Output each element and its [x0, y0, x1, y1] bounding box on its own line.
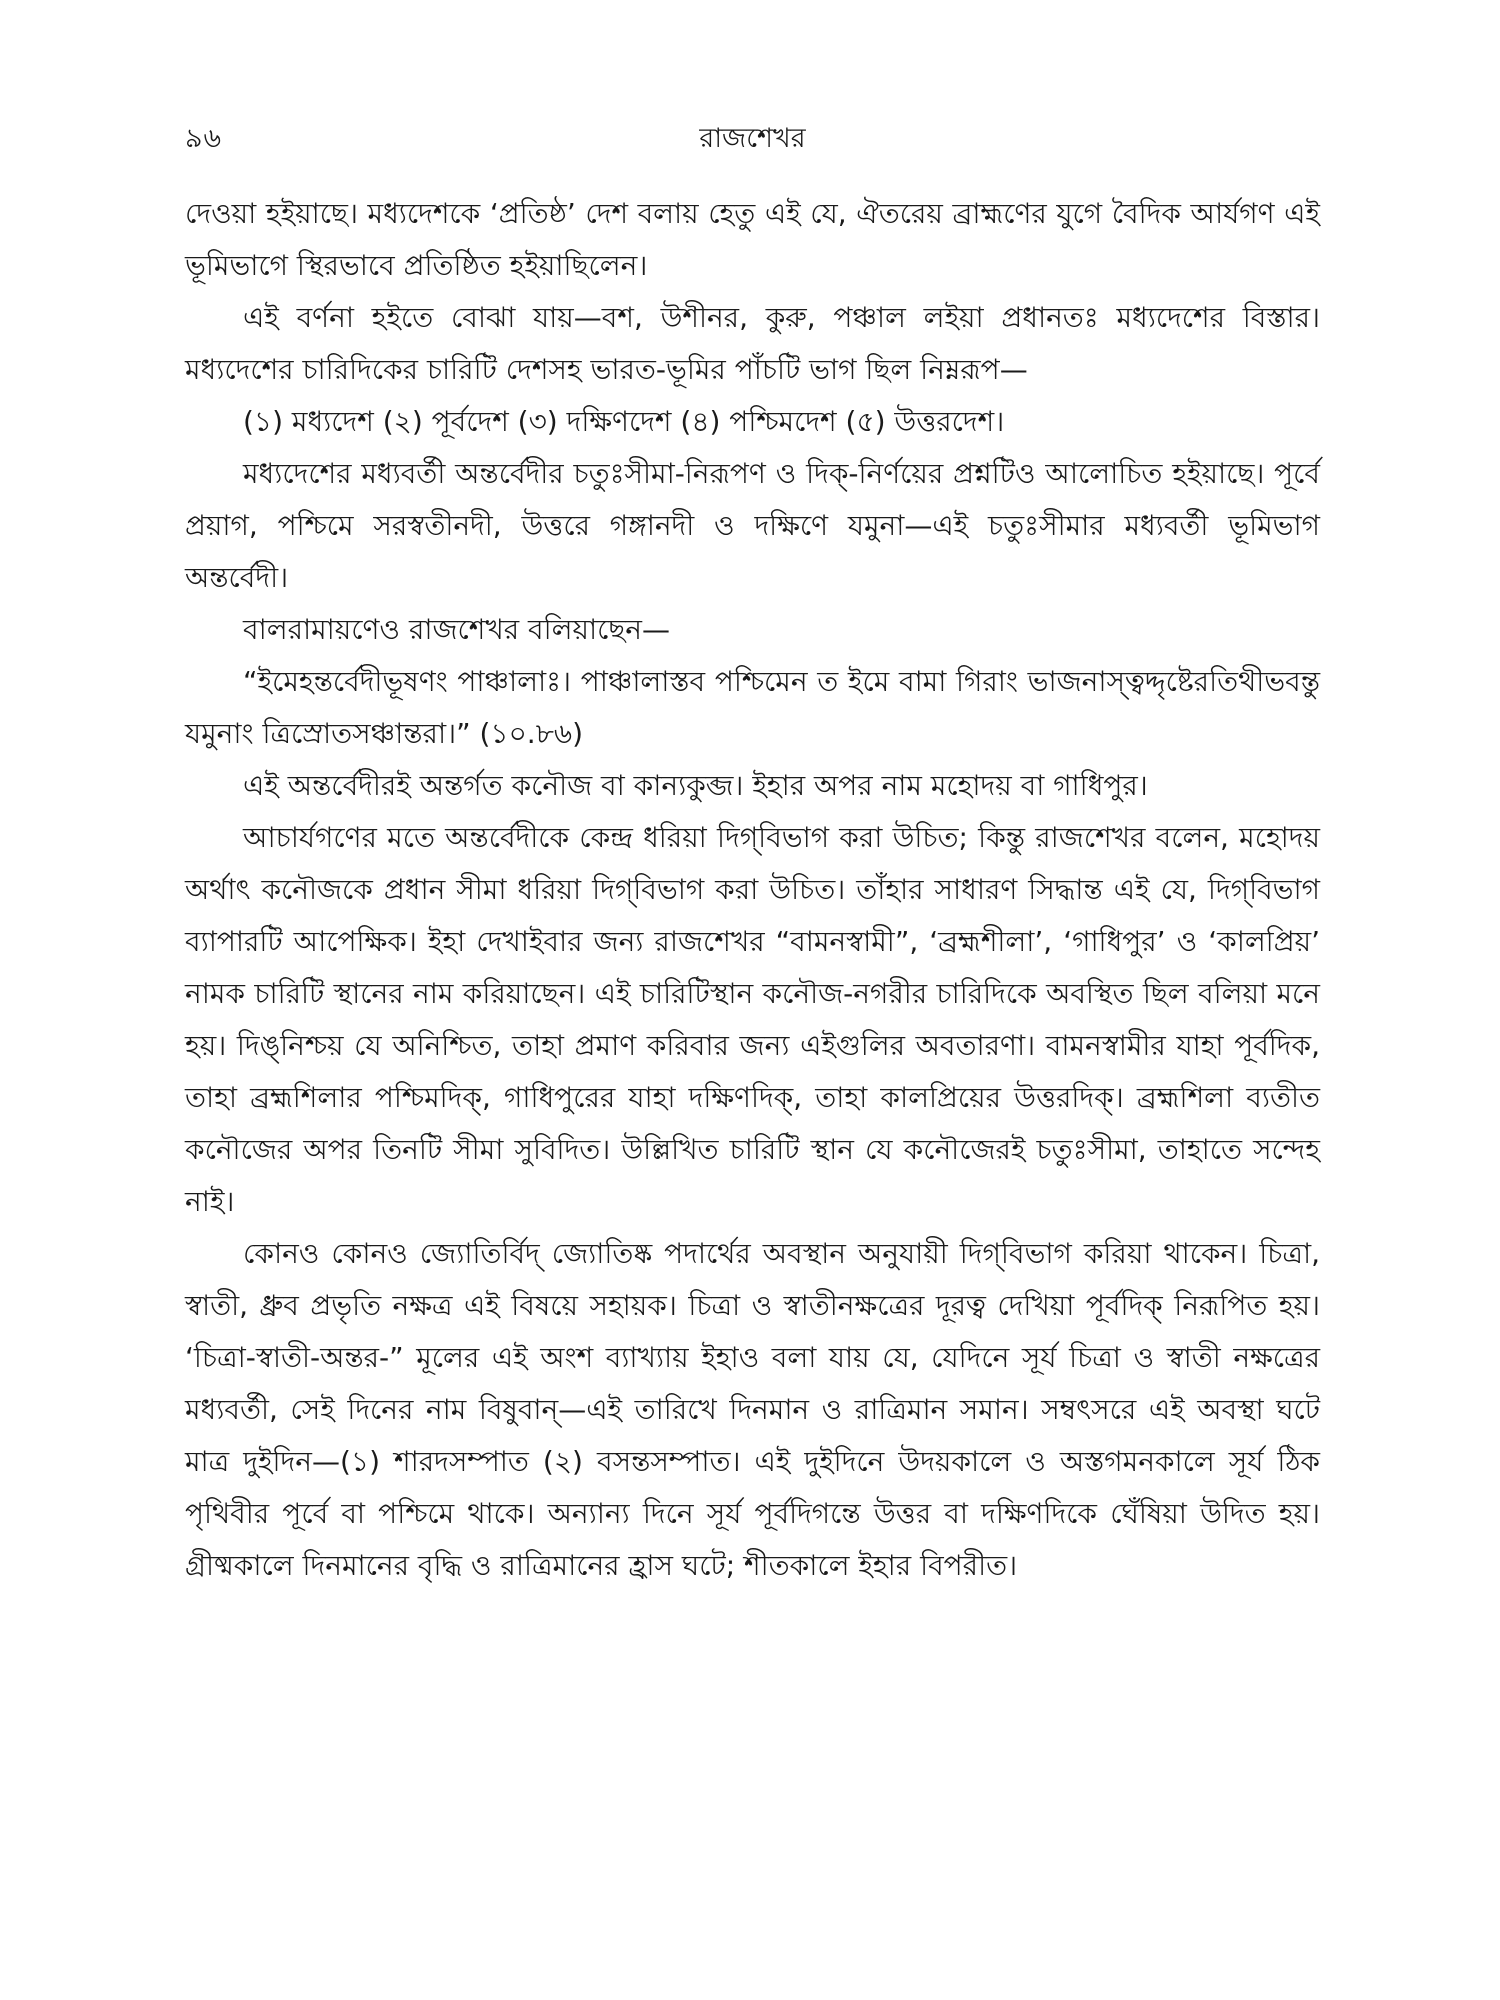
page-header	[185, 118, 1320, 168]
running-title: রাজশেখর	[699, 123, 806, 154]
sanskrit-quote: “ইমেহন্তর্বেদীভূষণং পাঞ্চালাঃ। পাঞ্চালাস্তব পশ্চিমেন ত ইমে বামা গিরাং ভাজনাস্ত্বদ্দৃষ্টেরতিথীভবন্তু যমুনাং ত্রিস্রোতসঞ্চান্তরা।” (১০.৮৬)	[185, 665, 1320, 750]
paragraph: মধ্যদেশের মধ্যবর্তী অন্তর্বেদীর চতুঃসীমা-নিরূপণ ও দিক্-নির্ণয়ের প্রশ্নটিও আলোচিত হইয়াছে। পূর্বে প্রয়াগ, পশ্চিমে সরস্বতীনদী, উত্তরে গঙ্গানদী ও দক্ষিণে যমুনা—এই চতুঃসীমার মধ্যবর্তী ভূমিভাগ অন্তর্বেদী।	[185, 457, 1320, 594]
paragraph: দেওয়া হইয়াছে। মধ্যদেশকে ‘প্রতিষ্ঠ’ দেশ বলায় হেতু এই যে, ঐতরেয় ব্রাহ্মণের যুগে বৈদিক আর্যগণ এই ভূমিভাগে স্থিরভাবে প্রতিষ্ঠিত হইয়াছিলেন।	[185, 197, 1320, 282]
paragraph: এই বর্ণনা হইতে বোঝা যায়—বশ, উশীনর, কুরু, পঞ্চাল লইয়া প্রধানতঃ মধ্যদেশের বিস্তার। মধ্যদেশের চারিদিকের চারিটি দেশসহ ভারত-ভূমির পাঁচটি ভাগ ছিল নিম্নরূপ—	[185, 301, 1320, 386]
body-text	[185, 188, 1320, 1592]
region-list: (১) মধ্যদেশ (২) পূর্বদেশ (৩) দক্ষিণদেশ (৪) পশ্চিমদেশ (৫) উত্তরদেশ।	[243, 405, 1005, 438]
paragraph: এই অন্তর্বেদীরই অন্তর্গত কনৌজ বা কান্যকুব্জ। ইহার অপর নাম মহোদয় বা গাধিপুর।	[243, 769, 1148, 802]
paragraph: বালরামায়ণেও রাজশেখর বলিয়াছেন—	[243, 613, 671, 646]
page-number: ৯৬	[185, 123, 223, 154]
paragraph: আচার্যগণের মতে অন্তর্বেদীকে কেন্দ্র ধরিয়া দিগ্‌বিভাগ করা উচিত; কিন্তু রাজশেখর বলেন, মহোদয় অর্থাৎ কনৌজকে প্রধান সীমা ধরিয়া দিগ্‌বিভাগ করা উচিত। তাঁহার সাধারণ সিদ্ধান্ত এই যে, দিগ্‌বিভাগ ব্যাপারটি আপেক্ষিক। ইহা দেখাইবার জন্য রাজশেখর “বামনস্বামী”, ‘ব্রহ্মশীলা’, ‘গাধিপুর’ ও ‘কালপ্রিয়’ নামক চারিটি স্থানের নাম করিয়াছেন। এই চারিটিস্থান কনৌজ-নগরীর চারিদিকে অবস্থিত ছিল বলিয়া মনে হয়। দিঙ্‌নিশ্চয় যে অনিশ্চিত, তাহা প্রমাণ করিবার জন্য এইগুলির অবতারণা। বামনস্বামীর যাহা পূর্বদিক, তাহা ব্রহ্মশিলার পশ্চিমদিক্, গাধিপুরের যাহা দক্ষিণদিক্, তাহা কালপ্রিয়ের উত্তরদিক্। ব্রহ্মশিলা ব্যতীত কনৌজের অপর তিনটি সীমা সুবিদিত। উল্লিখিত চারিটি স্থান যে কনৌজেরই চতুঃসীমা, তাহাতে সন্দেহ নাই।	[185, 821, 1320, 1218]
paragraph: কোনও কোনও জ্যোতির্বিদ্ জ্যোতিষ্ক পদার্থের অবস্থান অনুযায়ী দিগ্‌বিভাগ করিয়া থাকেন। চিত্রা, স্বাতী, ধ্রুব প্রভৃতি নক্ষত্র এই বিষয়ে সহায়ক। চিত্রা ও স্বাতীনক্ষত্রের দূরত্ব দেখিয়া পূর্বদিক্ নিরূপিত হয়। ‘চিত্রা-স্বাতী-অন্তর-” মূলের এই অংশ ব্যাখ্যায় ইহাও বলা যায় যে, যেদিনে সূর্য চিত্রা ও স্বাতী নক্ষত্রের মধ্যবর্তী, সেই দিনের নাম বিষুবান্—এই তারিখে দিনমান ও রাত্রিমান সমান। সম্বৎসরে এই অবস্থা ঘটে মাত্র দুইদিন—(১) শারদসম্পাত (২) বসন্তসম্পাত। এই দুইদিনে উদয়কালে ও অস্তগমনকালে সূর্য ঠিক পৃথিবীর পূর্বে বা পশ্চিমে থাকে। অন্যান্য দিনে সূর্য পূর্বদিগন্তে উত্তর বা দক্ষিণদিকে ঘেঁষিয়া উদিত হয়। গ্রীষ্মকালে দিনমানের বৃদ্ধি ও রাত্রিমানের হ্রাস ঘটে; শীতকালে ইহার বিপরীত।	[185, 1237, 1320, 1582]
